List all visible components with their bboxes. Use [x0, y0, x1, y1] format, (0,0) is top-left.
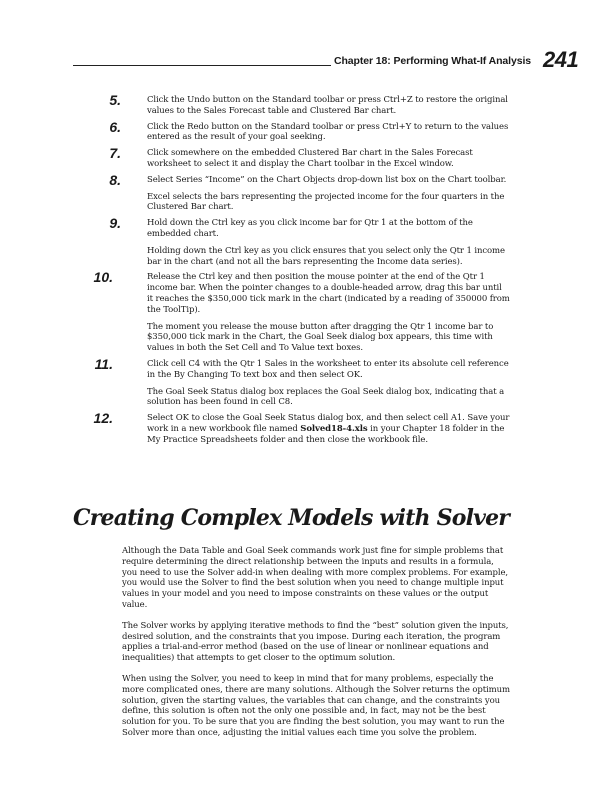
step-text: Click the Undo button on the Standard toolbar or press Ctrl+Z to restore the original values to the Sales Forecast table and Clustered Bar chart.	[147, 95, 508, 116]
header-rule	[73, 65, 331, 66]
step-text-before: Select OK to close the Goal Seek Status dialog box, and then select cell A1. Save your work in a new workbook file named	[147, 413, 510, 434]
step-number: 9.	[109, 215, 121, 232]
step-11	[94, 355, 510, 408]
step-list	[93, 92, 510, 451]
step-text: Click somewhere on the embedded Clustered Bar chart in the Sales Forecast worksheet to select it and display the Chart toolbar in the Excel window.	[147, 148, 473, 169]
step-number: 6.	[109, 118, 121, 135]
paragraph: The Solver works by applying iterative methods to find the “best” solution given the inputs, desired solution, and the constraints that you impose. During each iteration, the program applies a trial-and-error method (based on the use of linear or nonlinear equations and inequalities) that attempts to get closer to the optimum solution.	[122, 620, 509, 664]
paragraph: When using the Solver, you need to keep in mind that for many problems, especially the more complicated ones, there are many solutions. Although the Solver returns the optimum solution, given the starting values, the variables that can change, and the constraints you define, this solution is often not the only one possible and, in fact, may not be the best solution for you. To be sure that you are finding the best solution, you may want to run the Solver more than once, adjusting the initial values each time you solve the problem.	[122, 673, 510, 738]
step-number: 7.	[109, 145, 121, 162]
step-6	[109, 118, 510, 144]
section-title: Creating Complex Models with Solver	[73, 505, 510, 531]
step-12	[93, 410, 510, 445]
step-number: 10.	[93, 269, 113, 286]
section-body	[122, 546, 510, 749]
step-text: Release the Ctrl key and then position the mouse pointer at the end of the Qtr 1 income bar. When the pointer changes to a double-headed arrow, drag this bar until it reaches the $350,000 tick mark in the chart (indicated by a reading of 350000 from the ToolTip).	[147, 272, 510, 315]
step-text: Click cell C4 with the Qtr 1 Sales in the worksheet to enter its absolute cell reference in the By Changing To text box and then select OK.	[147, 358, 509, 380]
step-text-after: in your Chapter 18 folder in the My Practice Spreadsheets folder and then close the workbook file.	[147, 423, 505, 445]
step-result: Holding down the Ctrl key as you click ensures that you select only the Qtr 1 income bar in the chart (and not all the bars representing the Income data series).	[147, 245, 505, 267]
step-result: The Goal Seek Status dialog box replaces the Goal Seek dialog box, indicating that a solution has been found in cell C8.	[147, 386, 505, 408]
step-number: 5.	[109, 92, 121, 108]
step-text: Select Series “Income” on the Chart Objects drop-down list box on the Chart toolbar.	[147, 174, 507, 185]
chapter-header: Chapter 18: Performing What-If Analysis	[334, 55, 531, 67]
step-9	[109, 215, 510, 267]
step-8	[109, 171, 510, 213]
step-result: Excel selects the bars representing the projected income for the four quarters in the Clustered Bar chart.	[147, 191, 505, 213]
step-number: 11.	[94, 355, 113, 372]
step-7	[109, 145, 510, 170]
step-10	[93, 269, 510, 354]
step-number: 12.	[93, 410, 113, 427]
step-text: Click the Redo button on the Standard toolbar or press Ctrl+Y to return to the values entered as the result of your goal seeking.	[147, 121, 509, 143]
step-5	[109, 92, 510, 117]
step-text: Hold down the Ctrl key as you click income bar for Qtr 1 at the bottom of the embedded chart.	[147, 218, 473, 239]
paragraph: Although the Data Table and Goal Seek commands work just fine for simple problems that require determining the direct relationship between the inputs and results in a formula, you need to use the Solver add-in when dealing with more complex problems. For example, you would use the Solver to find the best solution when you need to change multiple input values in your model and you need to impose constraints on these values or the output value.	[122, 546, 509, 610]
filename: Solved18-4.xls	[300, 423, 368, 434]
page-number: 241	[543, 47, 579, 72]
step-result: The moment you release the mouse button after dragging the Qtr 1 income bar to $350,000 tick mark in the Chart, the Goal Seek dialog box appears, this time with values in both the Set Cell and To Value text boxes.	[147, 321, 494, 354]
step-number: 8.	[109, 171, 121, 188]
step-text	[147, 413, 510, 445]
